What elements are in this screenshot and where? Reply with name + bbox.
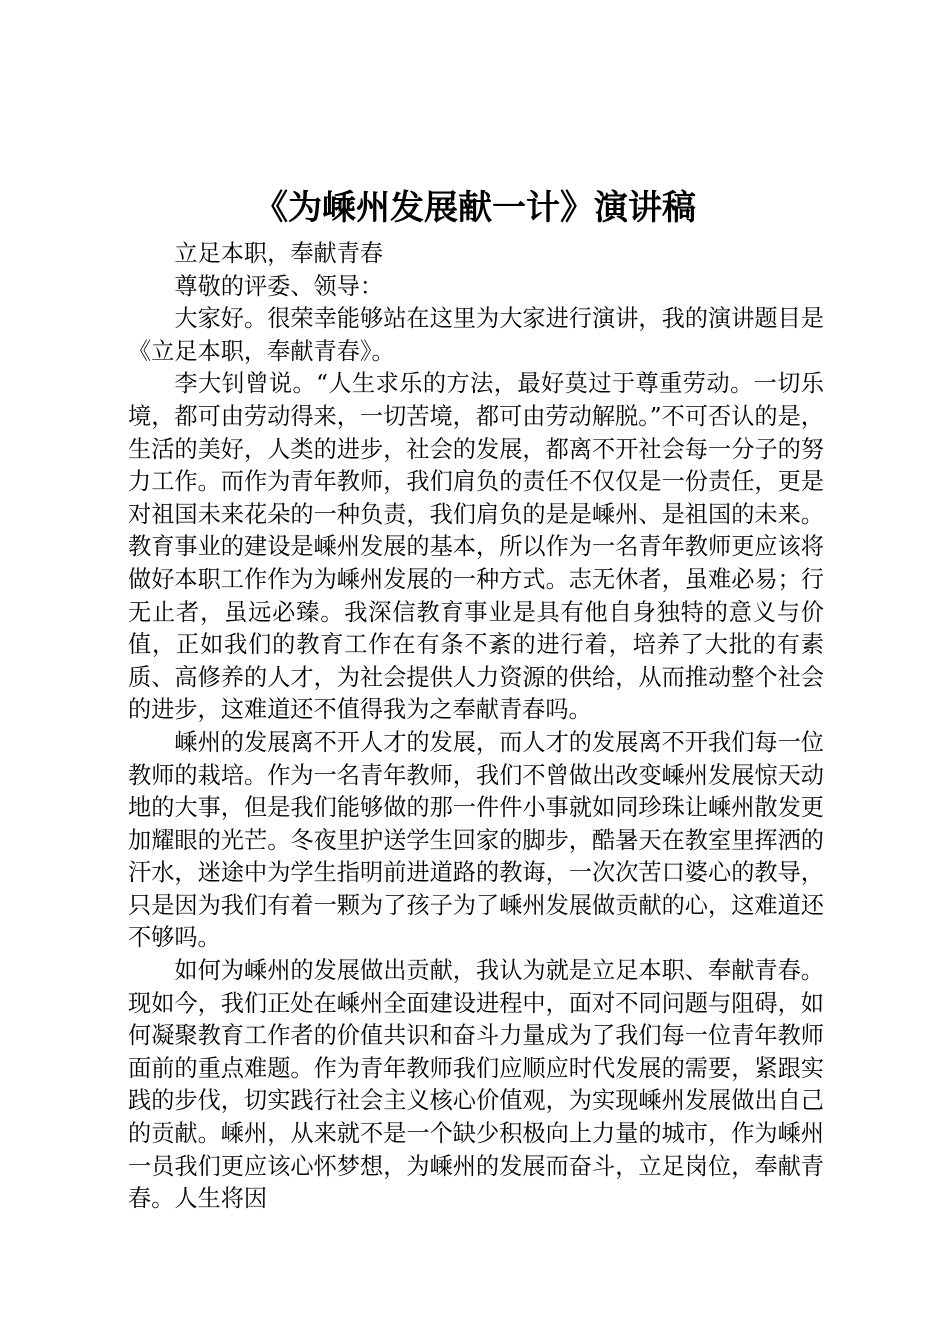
speech-body [128,238,824,1216]
subtitle-paragraph: 立足本职，奉献青春 [174,240,384,267]
body-paragraph: 嵊州的发展离不开人才的发展，而人才的发展离不开我们每一位教师的栽培。作为一名青年教师，我们不曾做出改变嵊州发展惊天动地的大事，但是我们能够做的那一件件小事就如同珍珠让嵊州散发更加耀眼的光芒。冬夜里护送学生回家的脚步，酷暑天在教室里挥洒的汗水，迷途中为学生指明前进道路的教诲，一次次苦口婆心的教导，只是因为我们有着一颗为了孩子为了嵊州发展做贡献的心，这难道还不够吗。 [128,728,824,952]
opening-paragraph: 大家好。很荣幸能够站在这里为大家进行演讲，我的演讲题目是《立足本职，奉献青春》。 [128,305,824,365]
salutation-paragraph: 尊敬的评委、领导： [174,272,384,300]
body-paragraph: 李大钊曾说。“人生求乐的方法，最好莫过于尊重劳动。一切乐境，都可由劳动得来，一切苦境，都可由劳动解脱。”不可否认的是，生活的美好，人类的进步，社会的发展，都离不开社会每一分子的努力工作。而作为青年教师，我们肩负的责任不仅仅是一份责任，更是对祖国未来花朵的一种负责，我们肩负的是是嵊州、是祖国的未来。教育事业的建设是嵊州发展的基本，所以作为一名青年教师更应该将做好本职工作作为为嵊州发展的一种方式。志无休者，虽难必易；行无止者，虽远必臻。我深信教育事业是具有他自身独特的意义与价值，正如我们的教育工作在有条不紊的进行着，培养了大批的有素质、高修养的人才，为社会提供人力资源的供给，从而推动整个社会的进步，这难道还不值得我为之奉献青春吗。 [128,370,824,724]
page-title: 《为嵊州发展献一计》演讲稿 [254,188,696,228]
body-paragraph: 如何为嵊州的发展做出贡献，我认为就是立足本职、奉献青春。现如今，我们正处在嵊州全面建设进程中，面对不同问题与阻碍，如何凝聚教育工作者的价值共识和奋斗力量成为了我们每一位青年教师面前的重点难题。作为青年教师我们应顺应时代发展的需要，紧跟实践的步伐，切实践行社会主义核心价值观，为实现嵊州发展做出自己的贡献。嵊州，从来就不是一个缺少积极向上力量的城市，作为嵊州一员我们更应该心怀梦想，为嵊州的发展而奋斗，立足岗位，奉献青春。人生将因 [128,957,824,1213]
